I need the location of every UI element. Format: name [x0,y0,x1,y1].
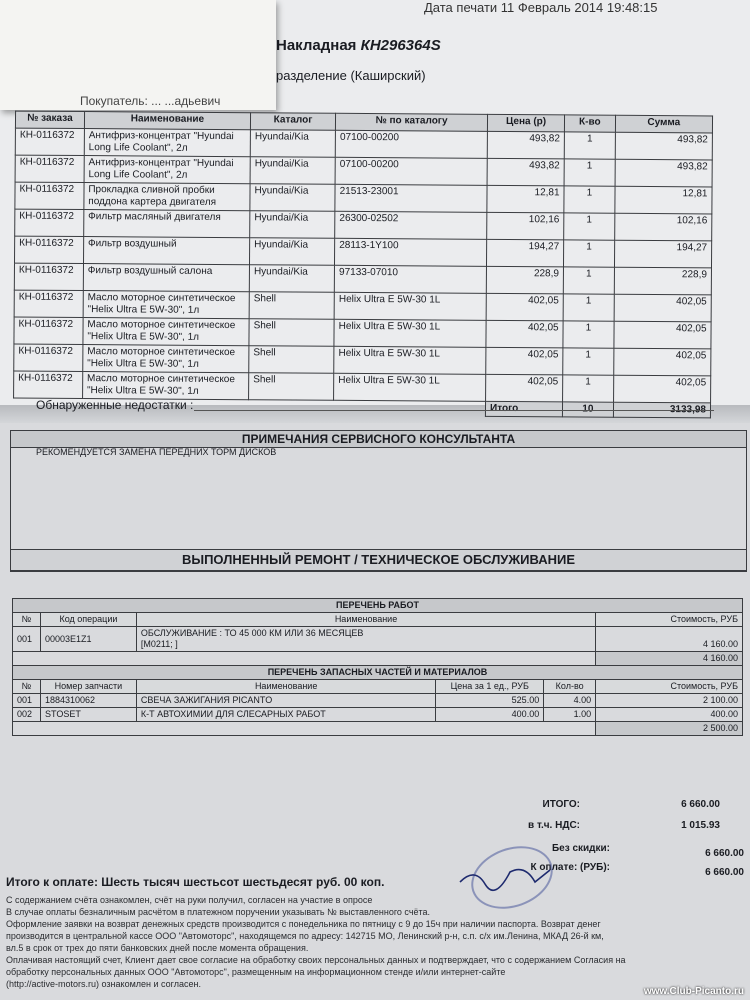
defects-line [194,410,714,411]
works-row [13,627,743,652]
goods-cell-catalog-no: 07100-00200 [335,130,487,158]
notes-text: РЕКОМЕНДУЕТСЯ ЗАМЕНА ПЕРЕДНИХ ТОРМ ДИСКОВ [36,447,277,457]
goods-col-qty: К-во [564,115,615,132]
parts-row-num: 1884310062 [40,694,136,708]
goods-cell-catalog: Hyundai/Kia [250,157,335,185]
works-row-name [136,627,595,652]
works-row-name-line1: ОБСЛУЖИВАНИЕ : ТО 45 000 КМ ИЛИ 36 МЕСЯЦЕВ [140,628,364,638]
works-row-no: 001 [13,627,41,652]
works-row-name-line2: [M0211; ] [140,639,178,649]
goods-cell-order-no: КН-0116372 [14,290,83,317]
works-col-cost: Стоимость, РУБ [596,613,743,627]
goods-cell-name: Фильтр масляный двигателя [84,210,250,238]
goods-total-qty: 10 [562,402,613,417]
works-col-code: Код операции [40,613,136,627]
goods-cell-price: 493,82 [487,158,564,186]
parts-row [13,708,743,722]
goods-cell-sum: 228,9 [614,267,711,295]
invoice-title [276,37,441,54]
goods-cell-name: Антифриз-концентрат "Hyundai Long Life Coolant", 2л [84,156,250,184]
print-date: Дата печати 11 Февраль 2014 19:48:15 [424,0,658,15]
fine-print-line: Оплачивая настоящий счет, Клиент дает свое согласие на обработку своих персональных данных и подтверждает, что с содержанием Согласия на [6,955,626,965]
invoice-title-prefix: Накладная [276,37,357,54]
parts-col-price: Цена за 1 ед., РУБ [436,680,544,694]
parts-title-row [13,666,743,680]
goods-cell-catalog: Hyundai/Kia [250,238,335,266]
goods-cell-qty: 1 [563,294,614,321]
goods-cell-catalog-no: Helix Ultra E 5W-30 1L [334,373,486,401]
fine-print-line: обработку персональных данных ООО "Автомоторс", размещенным на информационном стенде и/или интернет-сайте [6,967,506,977]
parts-row-price: 400.00 [436,708,544,722]
parts-row-cost: 400.00 [596,708,743,722]
goods-cell-name: Фильтр воздушный [83,237,249,265]
parts-row-num: STOSET [40,708,136,722]
invoice-number: КН296364S [360,37,441,54]
fine-print-line: Оформление заявки на возврат денежных средств производится с понедельника по пятницу с 9 до 15ч при наличии паспорта. Возврат денег [6,919,601,929]
goods-cell-qty: 1 [563,375,614,402]
parts-col-name: Наименование [136,680,435,694]
works-parts-table [12,598,743,736]
goods-cell-catalog-no: Helix Ultra E 5W-30 1L [334,319,486,347]
goods-body [14,128,713,403]
total-label: ИТОГО: [542,799,580,810]
works-title-row [13,599,743,613]
goods-cell-qty: 1 [564,132,615,159]
fine-print-line: производится в центральной кассе ООО "Автомоторс", находящемся по адресу: 142715 МО, Ленинский р-н, с.п. с/х им.Ленина, МКАД 26-й км, [6,931,604,941]
parts-row-no: 002 [13,708,41,722]
goods-cell-name: Масло моторное синтетическое "Helix Ultra E 5W-30", 1л [82,372,248,400]
goods-cell-catalog-no: 07100-00200 [335,157,487,185]
goods-cell-catalog: Shell [249,292,334,320]
goods-cell-order-no: КН-0116372 [15,209,84,236]
repair-title: ВЫПОЛНЕННЫЙ РЕМОНТ / ТЕХНИЧЕСКОЕ ОБСЛУЖИВАНИЕ [10,549,747,571]
goods-cell-order-no: КН-0116372 [15,128,84,155]
defects-label: Обнаруженные недостатки : [36,398,194,412]
goods-cell-order-no: КН-0116372 [15,155,84,182]
goods-cell-name: Фильтр воздушный салона [83,264,249,292]
goods-cell-sum: 102,16 [614,213,711,241]
vat-label: в т.ч. НДС: [528,820,580,831]
goods-cell-qty: 1 [563,348,614,375]
goods-cell-sum: 493,82 [615,159,712,187]
goods-cell-name: Масло моторное синтетическое "Helix Ultra E 5W-30", 1л [83,345,249,373]
goods-cell-catalog: Shell [249,346,334,374]
works-header-row [13,613,743,627]
goods-total-sum: 3133,98 [613,402,710,418]
goods-cell-catalog-no: Helix Ultra E 5W-30 1L [334,292,486,320]
goods-cell-catalog: Shell [249,373,334,401]
to-pay-words: Итого к оплате: Шесть тысяч шестьсот шестьдесят руб. 00 коп. [6,875,385,889]
goods-cell-catalog: Hyundai/Kia [250,130,335,158]
goods-col-price: Цена (р) [487,114,564,132]
goods-cell-sum: 194,27 [614,240,711,268]
parts-row-name: К-Т АВТОХИМИИ ДЛЯ СЛЕСАРНЫХ РАБОТ [136,708,435,722]
parts-col-num: Номер запчасти [40,680,136,694]
goods-cell-sum: 402,05 [614,321,711,349]
signature [455,862,555,892]
goods-cell-sum: 402,05 [614,294,711,322]
goods-cell-order-no: КН-0116372 [15,236,84,263]
topay-value: 6 660.00 [705,867,744,878]
parts-header-row [13,680,743,694]
works-subtotal-row [13,652,743,666]
goods-cell-qty: 1 [564,159,615,186]
parts-row-qty: 1.00 [544,708,596,722]
goods-cell-qty: 1 [564,213,615,240]
goods-cell-catalog: Hyundai/Kia [250,184,335,212]
goods-cell-price: 402,05 [486,293,563,321]
goods-cell-order-no: КН-0116372 [14,371,83,398]
nodiscount-value: 6 660.00 [705,848,744,859]
goods-cell-catalog-no: 28113-1Y100 [335,238,487,266]
goods-cell-name: Масло моторное синтетическое "Helix Ultra E 5W-30", 1л [83,291,249,319]
fine-print-line: вл.5 в срок от трех до пяти банковских дней после момента обращения. [6,943,309,953]
goods-cell-price: 12,81 [487,185,564,213]
goods-cell-price: 402,05 [486,374,563,402]
goods-table [13,111,713,419]
watermark: www.Club-Picanto.ru [643,986,744,997]
goods-cell-catalog: Shell [249,319,334,347]
works-row-code: 00003E1Z1 [40,627,136,652]
parts-row-price: 525.00 [436,694,544,708]
notes-title: ПРИМЕЧАНИЯ СЕРВИСНОГО КОНСУЛЬТАНТА [10,430,747,448]
parts-col-cost: Стоимость, РУБ [596,680,743,694]
goods-cell-price: 402,05 [486,320,563,348]
subdivision: разделение (Каширский) [276,68,426,83]
parts-col-qty: Кол-во [544,680,596,694]
goods-col-catalog-no: № по каталогу [336,113,488,131]
goods-col-name: Наименование [84,112,250,130]
parts-row-qty: 4.00 [544,694,596,708]
fine-print-line: (http://active-motors.ru) ознакомлен и согласен. [6,979,201,989]
fine-print-line: В случае оплаты безналичным расчётом в платежном поручении указывать № выставленного счёта. [6,907,431,917]
goods-cell-catalog-no: 97133-07010 [334,265,486,293]
goods-cell-sum: 493,82 [615,132,712,160]
works-row-cost: 4 160.00 [596,627,743,652]
goods-cell-catalog-no: 21513-23001 [335,184,487,212]
goods-cell-price: 228,9 [486,266,563,294]
parts-col-no: № [13,680,41,694]
total-value: 6 660.00 [681,799,720,810]
nodiscount-label: Без скидки: [551,843,610,854]
goods-cell-qty: 1 [563,267,614,294]
buyer: Покупатель: ... ...адьевич [80,94,221,108]
parts-row [13,694,743,708]
parts-subtotal: 2 500.00 [596,722,743,736]
parts-row-name: СВЕЧА ЗАЖИГАНИЯ PICANTO [136,694,435,708]
goods-col-order-no: № заказа [15,111,84,128]
goods-cell-sum: 402,05 [613,375,710,403]
topay-label: К оплате: (РУБ): [530,862,610,873]
goods-col-catalog: Каталог [250,113,335,131]
parts-title: ПЕРЕЧЕНЬ ЗАПАСНЫХ ЧАСТЕЙ И МАТЕРИАЛОВ [13,666,743,680]
goods-cell-catalog-no: Helix Ultra E 5W-30 1L [334,346,486,374]
goods-cell-price: 493,82 [487,131,564,159]
works-col-name: Наименование [136,613,595,627]
goods-cell-order-no: КН-0116372 [14,344,83,371]
goods-cell-catalog: Hyundai/Kia [250,211,335,239]
goods-cell-order-no: КН-0116372 [14,317,83,344]
goods-cell-catalog: Hyundai/Kia [249,265,334,293]
fine-print-line: С содержанием счёта ознакомлен, счёт на руки получил, согласен на участие в опросе [6,895,373,905]
vat-value: 1 015.93 [681,820,720,831]
goods-cell-qty: 1 [563,321,614,348]
goods-cell-order-no: КН-0116372 [15,182,84,209]
goods-cell-qty: 1 [564,240,615,267]
goods-cell-name: Масло моторное синтетическое "Helix Ultra E 5W-30", 1л [83,318,249,346]
goods-total-label: Итого [486,401,563,417]
goods-cell-sum: 402,05 [613,348,710,376]
goods-cell-price: 194,27 [487,239,564,267]
goods-cell-catalog-no: 26300-02502 [335,211,487,239]
works-title: ПЕРЕЧЕНЬ РАБОТ [13,599,743,613]
works-subtotal: 4 160.00 [596,652,743,666]
parts-row-no: 001 [13,694,41,708]
works-col-no: № [13,613,41,627]
goods-cell-price: 402,05 [486,347,563,375]
parts-row-cost: 2 100.00 [596,694,743,708]
goods-cell-price: 102,16 [487,212,564,240]
goods-cell-order-no: КН-0116372 [14,263,83,290]
goods-cell-sum: 12,81 [615,186,712,214]
goods-cell-name: Прокладка сливной пробки поддона картера двигателя [84,183,250,211]
goods-col-sum: Сумма [615,115,712,133]
goods-cell-name: Антифриз-концентрат "Hyundai Long Life Coolant", 2л [84,129,250,157]
parts-subtotal-row [13,722,743,736]
goods-cell-qty: 1 [564,186,615,213]
